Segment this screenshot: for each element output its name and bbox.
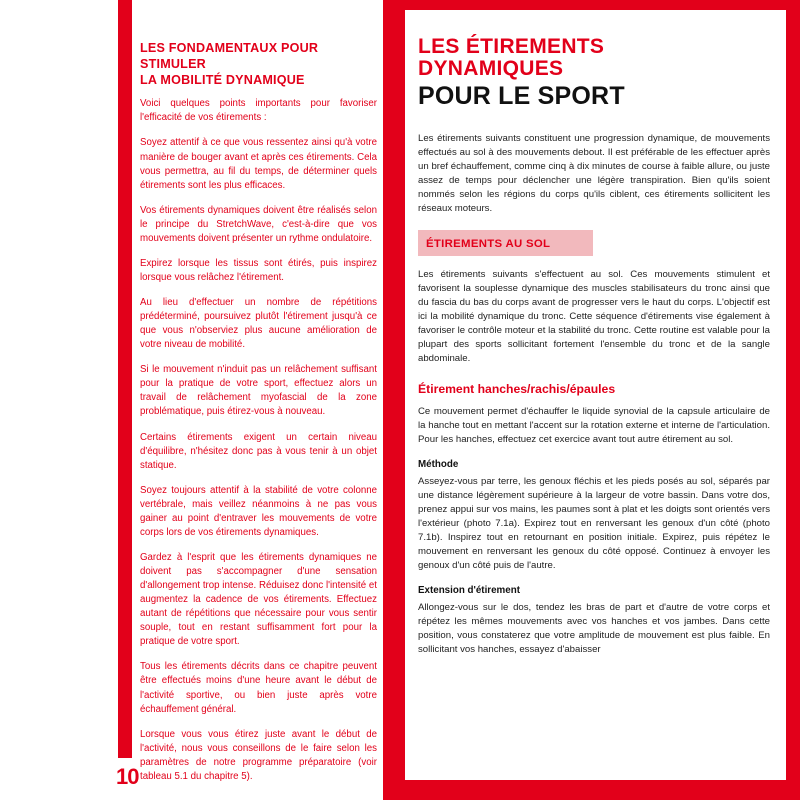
extension-heading: Extension d'étirement: [418, 585, 520, 597]
left-column-title: [140, 40, 377, 88]
right-column: [418, 36, 770, 669]
subsection-paragraph: Ce mouvement permet d'échauffer le liquide synovial de la capsule articulaire de la hanche tout en mettant l'accent sur la rotation externe et interne de l'articulation. Pour les hanches, effectuez cet exercice avant tout autre étirement au sol.: [418, 406, 770, 446]
section-paragraph: Les étirements suivants s'effectuent au sol. Ces mouvements stimulent et favorisent la souplesse dynamique des muscles stabilisateurs du tronc ainsi que du fascia du bas du corps avant de progresser vers le haut du corps. L'objectif est ici la mobilité dynamique du tronc. Cette séquence d'étirements vise également à favoriser le contrôle moteur et la stabilité du tronc. Cette routine est valable pour la plupart des sports sollicitant fortement l'ensemble du tronc et de la sangle abdominale.: [418, 268, 770, 364]
left-paragraph: Vos étirements dynamiques doivent être réalisés selon le principe du StretchWave, c'est-à-dire que vos mouvements doivent présenter un rythme ondulatoire.: [140, 204, 377, 244]
center-red-divider: [383, 0, 395, 800]
chapter-title: [418, 36, 770, 110]
left-paragraph: Soyez attentif à ce que vous ressentez ainsi qu'à votre manière de bouger avant et après ces étirements. Cela vous permettra, au fil du temps, de déterminer quels étirements sont les plus efficaces.: [140, 137, 377, 191]
left-column: [140, 40, 377, 795]
section-banner: [418, 230, 593, 256]
left-paragraph: Gardez à l'esprit que les étirements dynamiques ne doivent pas s'accompagner d'une sensation d'allongement trop intense. Réduisez donc l'intensité et augmentez la cadence de vos étirements. Effectuez autant de répétitions que nécessaire pour vous sentir souple, tout en restant suffisamment fort pour la pratique de votre sport.: [140, 551, 377, 648]
left-paragraph: Voici quelques points importants pour favoriser l'efficacité de vos étirements :: [140, 98, 377, 124]
left-paragraph: Certains étirements exigent un certain niveau d'équilibre, n'hésitez donc pas à vous tenir à un objet statique.: [140, 431, 377, 471]
chapter-title-line-1: LES ÉTIREMENTS: [418, 35, 605, 58]
left-paragraph: Si le mouvement n'induit pas un relâchement suffisant pour la pratique de votre sport, effectuez alors un travail de relâchement myofascial de la zone problématique, puis étirez-vous à nouveau.: [140, 364, 377, 418]
left-paragraph: Soyez toujours attentif à la stabilité de votre colonne vertébrale, mais veillez néanmoins à ne pas vous gainer au point d'entraver les mouvements de votre corps lors de vos étirements dynamiques.: [140, 484, 377, 538]
left-red-gutter-bar: [118, 0, 132, 800]
page-number: 10: [116, 764, 139, 789]
chapter-title-line-2: DYNAMIQUES: [418, 57, 564, 81]
left-paragraph: Lorsque vous vous étirez juste avant le début de l'activité, nous vous conseillons de le faire selon les paramètres de notre programme préparatoire (voir tableau 5.1 du chapitre 5).: [140, 728, 377, 782]
left-paragraph: Au lieu d'effectuer un nombre de répétitions prédéterminé, poursuivez plutôt l'étirement jusqu'à ce que vous n'observiez plus aucune amélioration de votre niveau de mobilité.: [140, 297, 377, 351]
left-title-line-2: LA MOBILITÉ DYNAMIQUE: [140, 73, 305, 88]
left-title-line-1: LES FONDAMENTAUX POUR STIMULER: [140, 41, 319, 72]
left-paragraph: Expirez lorsque les tissus sont étirés, puis inspirez lorsque vous relâchez l'étirement.: [140, 257, 377, 283]
extension-paragraph: Allongez-vous sur le dos, tendez les bras de part et d'autre de votre corps et répétez les mêmes mouvements avec vos hanches et vos jambes. Dans cette position, vous constaterez que votre amplitude de mouvement est plus faible. En sollicitant vos hanches, essayez d'abaisser: [418, 602, 770, 656]
section-banner-label: ÉTIREMENTS AU SOL: [426, 237, 551, 250]
page-left-margin: [0, 0, 118, 800]
subsection-title: Étirement hanches/rachis/épaules: [418, 381, 616, 396]
method-paragraph: Asseyez-vous par terre, les genoux fléchis et les pieds posés au sol, séparés par une distance légèrement supérieure à la largeur de votre bassin. Dans votre dos, prenez appui sur vos mains, les paumes sont à plat et les doigts sont orientés vers l'extérieur (photo 7.1a). Expirez tout en renversant les genoux d'un côté (photo 7.1b). Inspirez tout en retournant en position initiale. Expirez, puis répétez le mouvement en renversant les genoux du côté opposé. Continuez à envoyer les genoux d'un côté puis de l'autre.: [418, 476, 770, 572]
intro-paragraph: Les étirements suivants constituent une progression dynamique, de mouvements effectués au sol à des mouvements debout. Il est préférable de les effectuer après un bref échauffement, comme cinq à dix minutes de course à faible allure, ou juste assez de temps pour déclencher une légère transpiration. Bien qu'ils soient nommés selon les régions du corps qu'ils ciblent, ces étirements sollicitent les réseaux moteurs.: [418, 132, 770, 214]
method-heading: Méthode: [418, 459, 459, 471]
left-paragraph: Tous les étirements décrits dans ce chapitre peuvent être effectués moins d'une heure avant le début de l'activité sportive, ou bien juste après votre échauffement général.: [140, 661, 377, 715]
chapter-title-line-3: POUR LE SPORT: [418, 81, 625, 110]
